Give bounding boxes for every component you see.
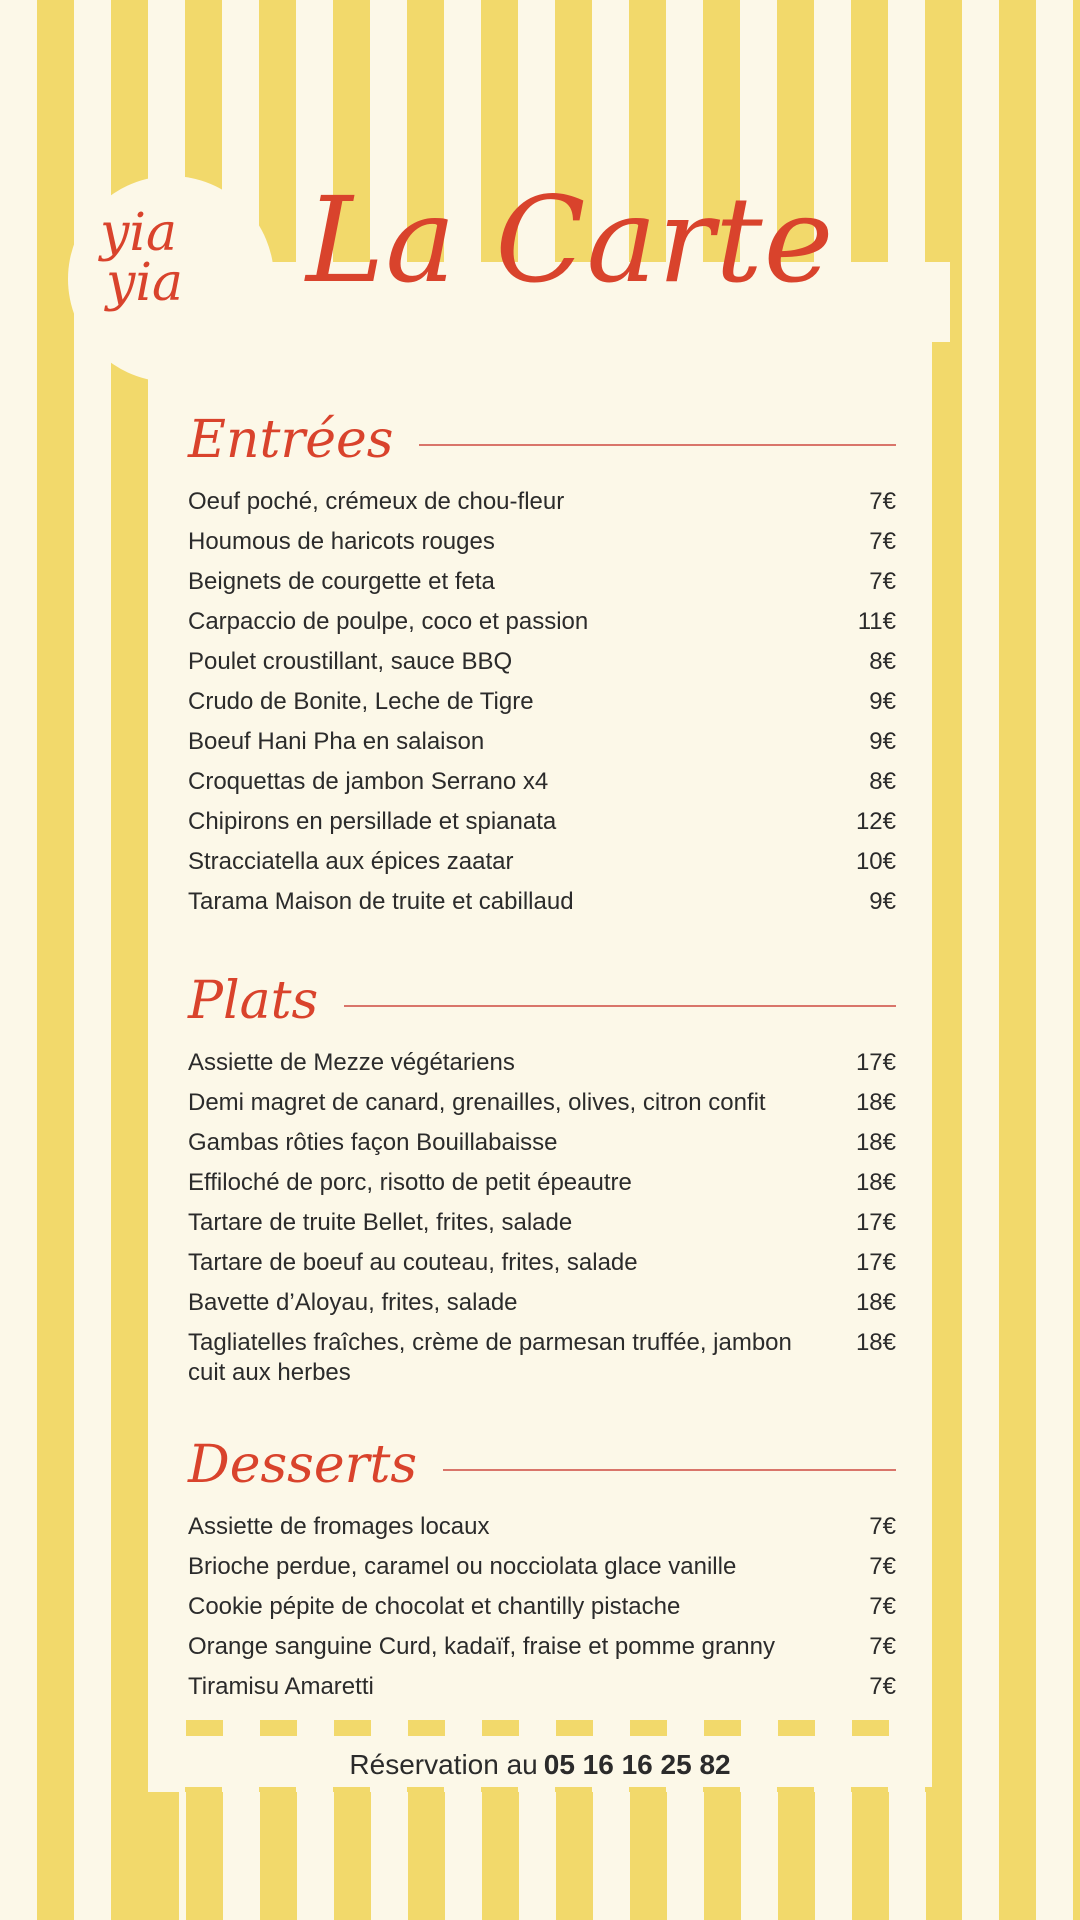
menu-item bbox=[188, 1208, 896, 1238]
dashed-divider bbox=[186, 1720, 896, 1736]
menu-item bbox=[188, 1512, 896, 1542]
item-price: 18€ bbox=[855, 1169, 896, 1196]
section-desserts bbox=[188, 1430, 896, 1712]
item-name: Bavette d’Aloyau, frites, salade bbox=[188, 1289, 518, 1316]
reservation-line bbox=[0, 1748, 1080, 1782]
menu-list bbox=[188, 1048, 896, 1388]
menu-item bbox=[188, 607, 896, 637]
item-price: 7€ bbox=[869, 1633, 896, 1660]
item-name: Brioche perdue, caramel ou nocciolata glace vanille bbox=[188, 1553, 737, 1580]
item-name: Tarama Maison de truite et cabillaud bbox=[188, 888, 574, 915]
item-name: Assiette de Mezze végétariens bbox=[188, 1049, 515, 1076]
item-price: 18€ bbox=[855, 1329, 896, 1356]
item-price: 18€ bbox=[855, 1089, 896, 1116]
item-price: 7€ bbox=[869, 1553, 896, 1580]
item-price: 11€ bbox=[857, 608, 896, 635]
item-price: 17€ bbox=[855, 1049, 896, 1076]
menu-item bbox=[188, 807, 896, 837]
item-price: 7€ bbox=[869, 1673, 896, 1700]
menu-item bbox=[188, 1048, 896, 1078]
menu-item bbox=[188, 1288, 896, 1318]
item-price: 17€ bbox=[855, 1209, 896, 1236]
item-name: Oeuf poché, crémeux de chou-fleur bbox=[188, 488, 565, 515]
item-name: Cookie pépite de chocolat et chantilly pistache bbox=[188, 1593, 681, 1620]
item-price: 9€ bbox=[869, 888, 896, 915]
item-price: 9€ bbox=[869, 688, 896, 715]
section-divider bbox=[443, 1469, 896, 1471]
item-name: Tartare de truite Bellet, frites, salade bbox=[188, 1209, 573, 1236]
item-name: Houmous de haricots rouges bbox=[188, 528, 495, 555]
item-name: Tiramisu Amaretti bbox=[188, 1673, 374, 1700]
menu-item bbox=[188, 687, 896, 717]
menu-list bbox=[188, 1512, 896, 1702]
section-divider bbox=[344, 1005, 896, 1007]
item-name: Assiette de fromages locaux bbox=[188, 1513, 490, 1540]
section-plats bbox=[188, 966, 896, 1398]
menu-list bbox=[188, 487, 896, 917]
item-name: Stracciatella aux épices zaatar bbox=[188, 848, 514, 875]
item-name: Crudo de Bonite, Leche de Tigre bbox=[188, 688, 534, 715]
item-price: 9€ bbox=[869, 728, 896, 755]
item-name: Chipirons en persillade et spianata bbox=[188, 808, 557, 835]
reservation-phone[interactable]: 05 16 16 25 82 bbox=[543, 1749, 731, 1780]
menu-item bbox=[188, 527, 896, 557]
item-name: Boeuf Hani Pha en salaison bbox=[188, 728, 485, 755]
item-name: Carpaccio de poulpe, coco et passion bbox=[188, 608, 589, 635]
menu-item bbox=[188, 887, 896, 917]
brand-line-2: yia bbox=[106, 253, 184, 313]
section-header bbox=[188, 1430, 896, 1500]
menu-item bbox=[188, 647, 896, 677]
brand-logo bbox=[100, 203, 260, 313]
section-title: Desserts bbox=[188, 1435, 418, 1495]
menu-item bbox=[188, 1168, 896, 1198]
menu-item bbox=[188, 567, 896, 597]
menu-item bbox=[188, 1552, 896, 1582]
item-price: 18€ bbox=[855, 1289, 896, 1316]
menu-item bbox=[188, 1248, 896, 1278]
item-name: Croquettas de jambon Serrano x4 bbox=[188, 768, 549, 795]
menu-item bbox=[188, 1632, 896, 1662]
brand-line-1: yia bbox=[100, 203, 178, 263]
reservation-label: Réservation au bbox=[349, 1749, 538, 1780]
item-price: 7€ bbox=[869, 568, 896, 595]
item-name: Beignets de courgette et feta bbox=[188, 568, 495, 595]
bottom-stripes bbox=[148, 1792, 932, 1920]
item-price: 7€ bbox=[869, 1593, 896, 1620]
item-price: 10€ bbox=[855, 848, 896, 875]
item-name: Gambas rôties façon Bouillabaisse bbox=[188, 1129, 558, 1156]
item-name: Orange sanguine Curd, kadaïf, fraise et pomme granny bbox=[188, 1633, 775, 1660]
item-name: Effiloché de porc, risotto de petit épeautre bbox=[188, 1169, 632, 1196]
item-price: 7€ bbox=[869, 488, 896, 515]
menu-item bbox=[188, 767, 896, 797]
section-header bbox=[188, 405, 896, 475]
item-price: 7€ bbox=[869, 528, 896, 555]
item-name: Tagliatelles fraîches, crème de parmesan truffée, jambon cuit aux herbes bbox=[188, 1329, 792, 1386]
menu-item bbox=[188, 1328, 896, 1388]
section-title: Plats bbox=[188, 971, 319, 1031]
item-price: 8€ bbox=[869, 648, 896, 675]
menu-item bbox=[188, 1088, 896, 1118]
item-name: Poulet croustillant, sauce BBQ bbox=[188, 648, 513, 675]
item-price: 18€ bbox=[855, 1129, 896, 1156]
menu-item bbox=[188, 1592, 896, 1622]
section-divider bbox=[419, 444, 896, 446]
menu-item bbox=[188, 487, 896, 517]
item-price: 12€ bbox=[855, 808, 896, 835]
menu-item bbox=[188, 847, 896, 877]
menu-item bbox=[188, 1672, 896, 1702]
item-name: Demi magret de canard, grenailles, olives, citron confit bbox=[188, 1089, 766, 1116]
section-title: Entrées bbox=[188, 410, 394, 470]
menu-item bbox=[188, 1128, 896, 1158]
page-title: La Carte bbox=[306, 171, 835, 309]
item-price: 8€ bbox=[869, 768, 896, 795]
item-name: Tartare de boeuf au couteau, frites, salade bbox=[188, 1249, 638, 1276]
item-price: 17€ bbox=[855, 1249, 896, 1276]
menu-item bbox=[188, 727, 896, 757]
section-entrees bbox=[188, 405, 896, 927]
item-price: 7€ bbox=[869, 1513, 896, 1540]
section-header bbox=[188, 966, 896, 1036]
